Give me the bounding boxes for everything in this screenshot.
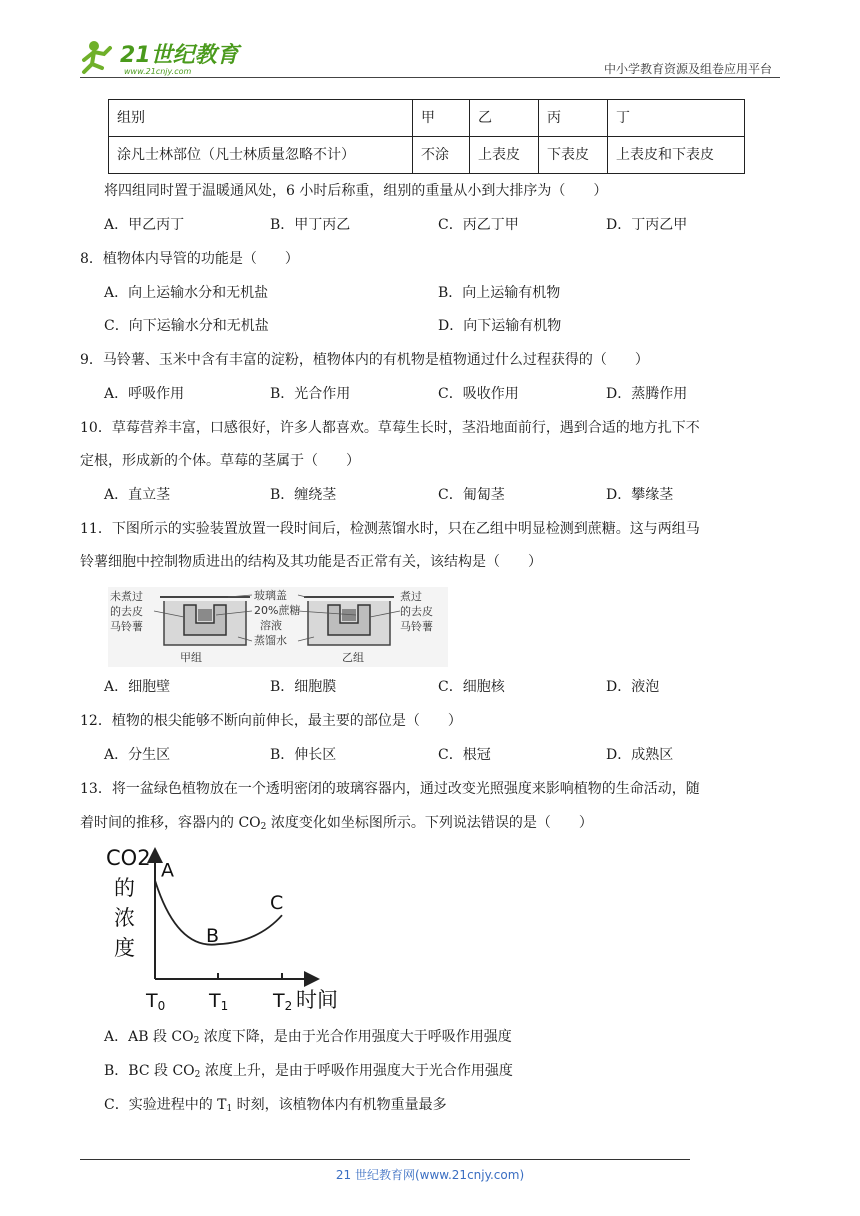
q8-option-c: C．向下运输水分和无机盐 [104,318,269,334]
table-cell: 上表皮和下表皮 [608,137,745,174]
q12-stem: 12．植物的根尖能够不断向前伸长，最主要的部位是（ ） [80,713,462,729]
x-tick-label: T2 [273,990,293,1013]
q9-option-d: D．蒸腾作用 [606,386,688,402]
q12-option-d: D．成熟区 [606,747,674,763]
figure-label: 的去皮 [400,605,433,618]
figure-label: 马铃薯 [110,620,143,633]
experiment-table [108,99,745,174]
footer-site-text: 21 世纪教育网(www.21cnjy.com) [335,1168,525,1182]
y-label-part: 度 [114,936,135,960]
table-row [109,137,745,174]
y-label-part: 浓 [114,906,135,930]
x-tick-label: T0 [146,990,166,1013]
site-logo [80,34,250,78]
q12-option-a: A．分生区 [104,747,171,763]
q13-option-c [104,1095,447,1119]
figure-label: 乙组 [342,651,364,664]
table-cell: 上表皮 [470,137,539,174]
q7-option-c: C．丙乙丁甲 [438,217,519,233]
y-axis-label [106,846,151,960]
q7-option-a: A．甲乙丙丁 [104,217,185,233]
q7-stem: 将四组同时置于温暖通风处，6 小时后称重，组别的重量从小到大排序为（ ） [104,183,608,199]
figure-label: 蒸馏水 [254,634,287,647]
q9-stem: 9．马铃薯、玉米中含有丰富的淀粉，植物体内的有机物是植物通过什么过程获得的（ ） [80,352,649,368]
table-cell: 丙 [539,100,608,137]
q13-stem-line2 [80,813,593,837]
figure-label: 马铃薯 [400,620,433,633]
q10-stem-line2: 定根，形成新的个体。草莓的茎属于（ ） [80,453,360,469]
potato-experiment-figure [108,587,448,667]
q8-option-d: D．向下运输有机物 [438,318,562,334]
q11-stem-line2: 铃薯细胞中控制物质进出的结构及其功能是否正常有关，该结构是（ ） [80,554,542,570]
point-label-b: B [206,925,220,948]
q7-option-b: B．甲丁丙乙 [270,217,351,233]
beaker-b [304,597,394,645]
runner-icon [84,41,110,72]
table-cell: 涂凡士林部位（凡士林质量忽略不计） [109,137,413,174]
header-platform-text: 中小学教育资源及组卷应用平台 [603,62,772,76]
q13-option-a-post: 浓度下降，是由于光合作用强度大于呼吸作用强度 [199,1029,512,1045]
q9-option-a: A．呼吸作用 [104,386,185,402]
q9-option-b: B．光合作用 [270,386,351,402]
q13-stem-pre: 着时间的推移，容器内的 CO [80,815,261,831]
q8-option-b: B．向上运输有机物 [438,285,561,301]
figure-label: 玻璃盖 [254,589,287,602]
beaker-a [160,597,250,645]
table-row [109,100,745,137]
co2-chart [100,843,350,1015]
q12-option-c: C．根冠 [438,747,491,763]
q13-option-a-sub: 2 [193,1036,200,1046]
q10-stem-line1: 10．草莓营养丰富，口感很好，许多人都喜欢。草莓生长时，茎沿地面前行，遇到合适的地方扎下不 [80,420,700,436]
q13-stem-sub: 2 [260,822,267,832]
table-cell: 不涂 [413,137,470,174]
q8-option-a: A．向上运输水分和无机盐 [104,285,269,301]
table-cell: 乙 [470,100,539,137]
q11-option-d: D．液泡 [606,679,660,695]
q11-option-b: B．细胞膜 [270,679,337,695]
point-labels [161,859,283,947]
footer-divider [80,1159,690,1160]
q13-option-b-pre: B．BC 段 CO [104,1063,195,1079]
figure-label: 未煮过 [110,590,143,603]
figure-label: 的去皮 [110,605,143,618]
point-label-a: A [161,859,174,882]
figure-label: 溶液 [260,619,282,632]
figure-label: 20%蔗糖 [254,604,301,617]
q13-stem-post: 浓度变化如坐标图所示。下列说法错误的是（ ） [266,815,593,831]
q13-option-b-sub: 2 [194,1070,201,1080]
header-divider [80,77,780,78]
table-cell: 下表皮 [539,137,608,174]
x-tick-label: T1 [209,990,229,1013]
x-axis-label: 时间 [296,988,338,1012]
y-label-part: 的 [114,876,135,900]
q13-stem-line1: 13．将一盆绿色植物放在一个透明密闭的玻璃容器内，通过改变光照强度来影响植物的生命活动，随 [80,781,700,797]
table-cell: 甲 [413,100,470,137]
q13-option-a [104,1027,512,1051]
q13-option-b [104,1061,513,1085]
q13-option-a-pre: A．AB 段 CO [104,1029,194,1045]
table-cell: 组别 [109,100,413,137]
figure-label: 煮过 [400,590,422,603]
q12-option-b: B．伸长区 [270,747,337,763]
q11-option-a: A．细胞壁 [104,679,171,695]
figure-label: 甲组 [180,651,202,664]
y-label-part: CO2 [106,846,151,870]
q11-option-c: C．细胞核 [438,679,505,695]
q13-option-c-sub: 1 [226,1104,233,1114]
q13-option-c-pre: C．实验进程中的 T [104,1097,227,1113]
q10-option-b: B．缠绕茎 [270,487,337,503]
q7-option-d: D．丁丙乙甲 [606,217,688,233]
q10-option-a: A．直立茎 [104,487,171,503]
logo-url: www.21cnjy.com [124,67,192,76]
q13-option-c-post: 时刻，该植物体内有机物重量最多 [232,1097,447,1113]
point-label-c: C [270,892,284,915]
logo-title: 21世纪教育 [120,43,239,68]
table-cell: 丁 [608,100,745,137]
q8-stem: 8．植物体内导管的功能是（ ） [80,251,299,267]
q10-option-d: D．攀缘茎 [606,487,674,503]
q13-option-b-post: 浓度上升，是由于呼吸作用强度大于光合作用强度 [200,1063,513,1079]
q11-stem-line1: 11．下图所示的实验装置放置一段时间后，检测蒸馏水时，只在乙组中明显检测到蔗糖。这与两组马 [80,521,700,537]
q10-option-c: C．匍匐茎 [438,487,505,503]
q9-option-c: C．吸收作用 [438,386,519,402]
